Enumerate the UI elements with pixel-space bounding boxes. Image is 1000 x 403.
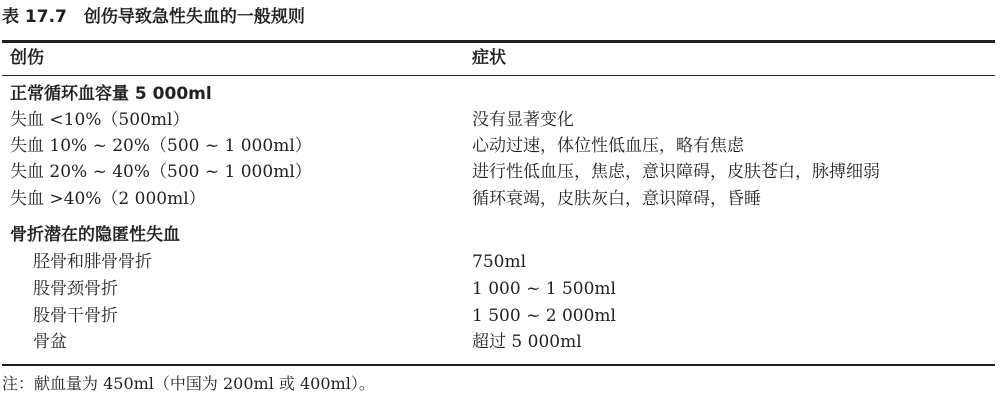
- table-row: [0, 187, 1000, 214]
- symptom-cell: 进行性低血压，焦虑，意识障碍，皮肤苍白，脉搏细弱: [472, 162, 880, 182]
- table-top-rule: [2, 40, 995, 43]
- symptom-cell: 心动过速，体位性低血压，略有焦虑: [472, 136, 744, 156]
- symptom-cell: 1 000 ~ 1 500ml: [472, 279, 616, 299]
- column-header-injury: 创伤: [10, 48, 44, 68]
- column-header-symptom: 症状: [472, 48, 506, 68]
- table-footnote: 注：献血量为 450ml（中国为 200ml 或 400ml）。: [2, 374, 375, 393]
- table-row: [0, 304, 1000, 331]
- table-row: [0, 250, 1000, 277]
- symptom-cell: 没有显著变化: [472, 110, 574, 130]
- symptom-cell: 1 500 ~ 2 000ml: [472, 306, 616, 326]
- section-title: 骨折潜在的隐匿性失血: [10, 225, 180, 245]
- injury-cell: 失血 <10%（500ml）: [10, 110, 190, 130]
- injury-cell: 股骨颈骨折: [33, 279, 118, 299]
- injury-cell: 骨盆: [33, 332, 67, 352]
- injury-cell: 股骨干骨折: [33, 306, 118, 326]
- injury-cell: 失血 >40%（2 000ml）: [10, 189, 206, 209]
- table-row: [0, 134, 1000, 161]
- table-row: [0, 160, 1000, 187]
- symptom-cell: 循环衰竭，皮肤灰白，意识障碍，昏睡: [472, 189, 761, 209]
- table-row: [0, 330, 1000, 357]
- symptom-cell: 超过 5 000ml: [472, 332, 582, 352]
- section-row-blood-volume: [0, 82, 1000, 109]
- section-title: 正常循环血容量 5 000ml: [10, 84, 212, 104]
- section-row-fracture-blood-loss: [0, 223, 1000, 250]
- symptom-cell: 750ml: [472, 252, 527, 272]
- table-bottom-rule: [2, 364, 995, 366]
- table-row: [0, 108, 1000, 135]
- injury-cell: 胫骨和腓骨骨折: [33, 252, 152, 272]
- table-header-rule: [2, 75, 995, 76]
- table-caption: 表 17.7 创伤导致急性失血的一般规则: [2, 7, 305, 27]
- injury-cell: 失血 20% ~ 40%（500 ~ 1 000ml）: [10, 162, 312, 182]
- injury-cell: 失血 10% ~ 20%（500 ~ 1 000ml）: [10, 136, 312, 156]
- table-row: [0, 277, 1000, 304]
